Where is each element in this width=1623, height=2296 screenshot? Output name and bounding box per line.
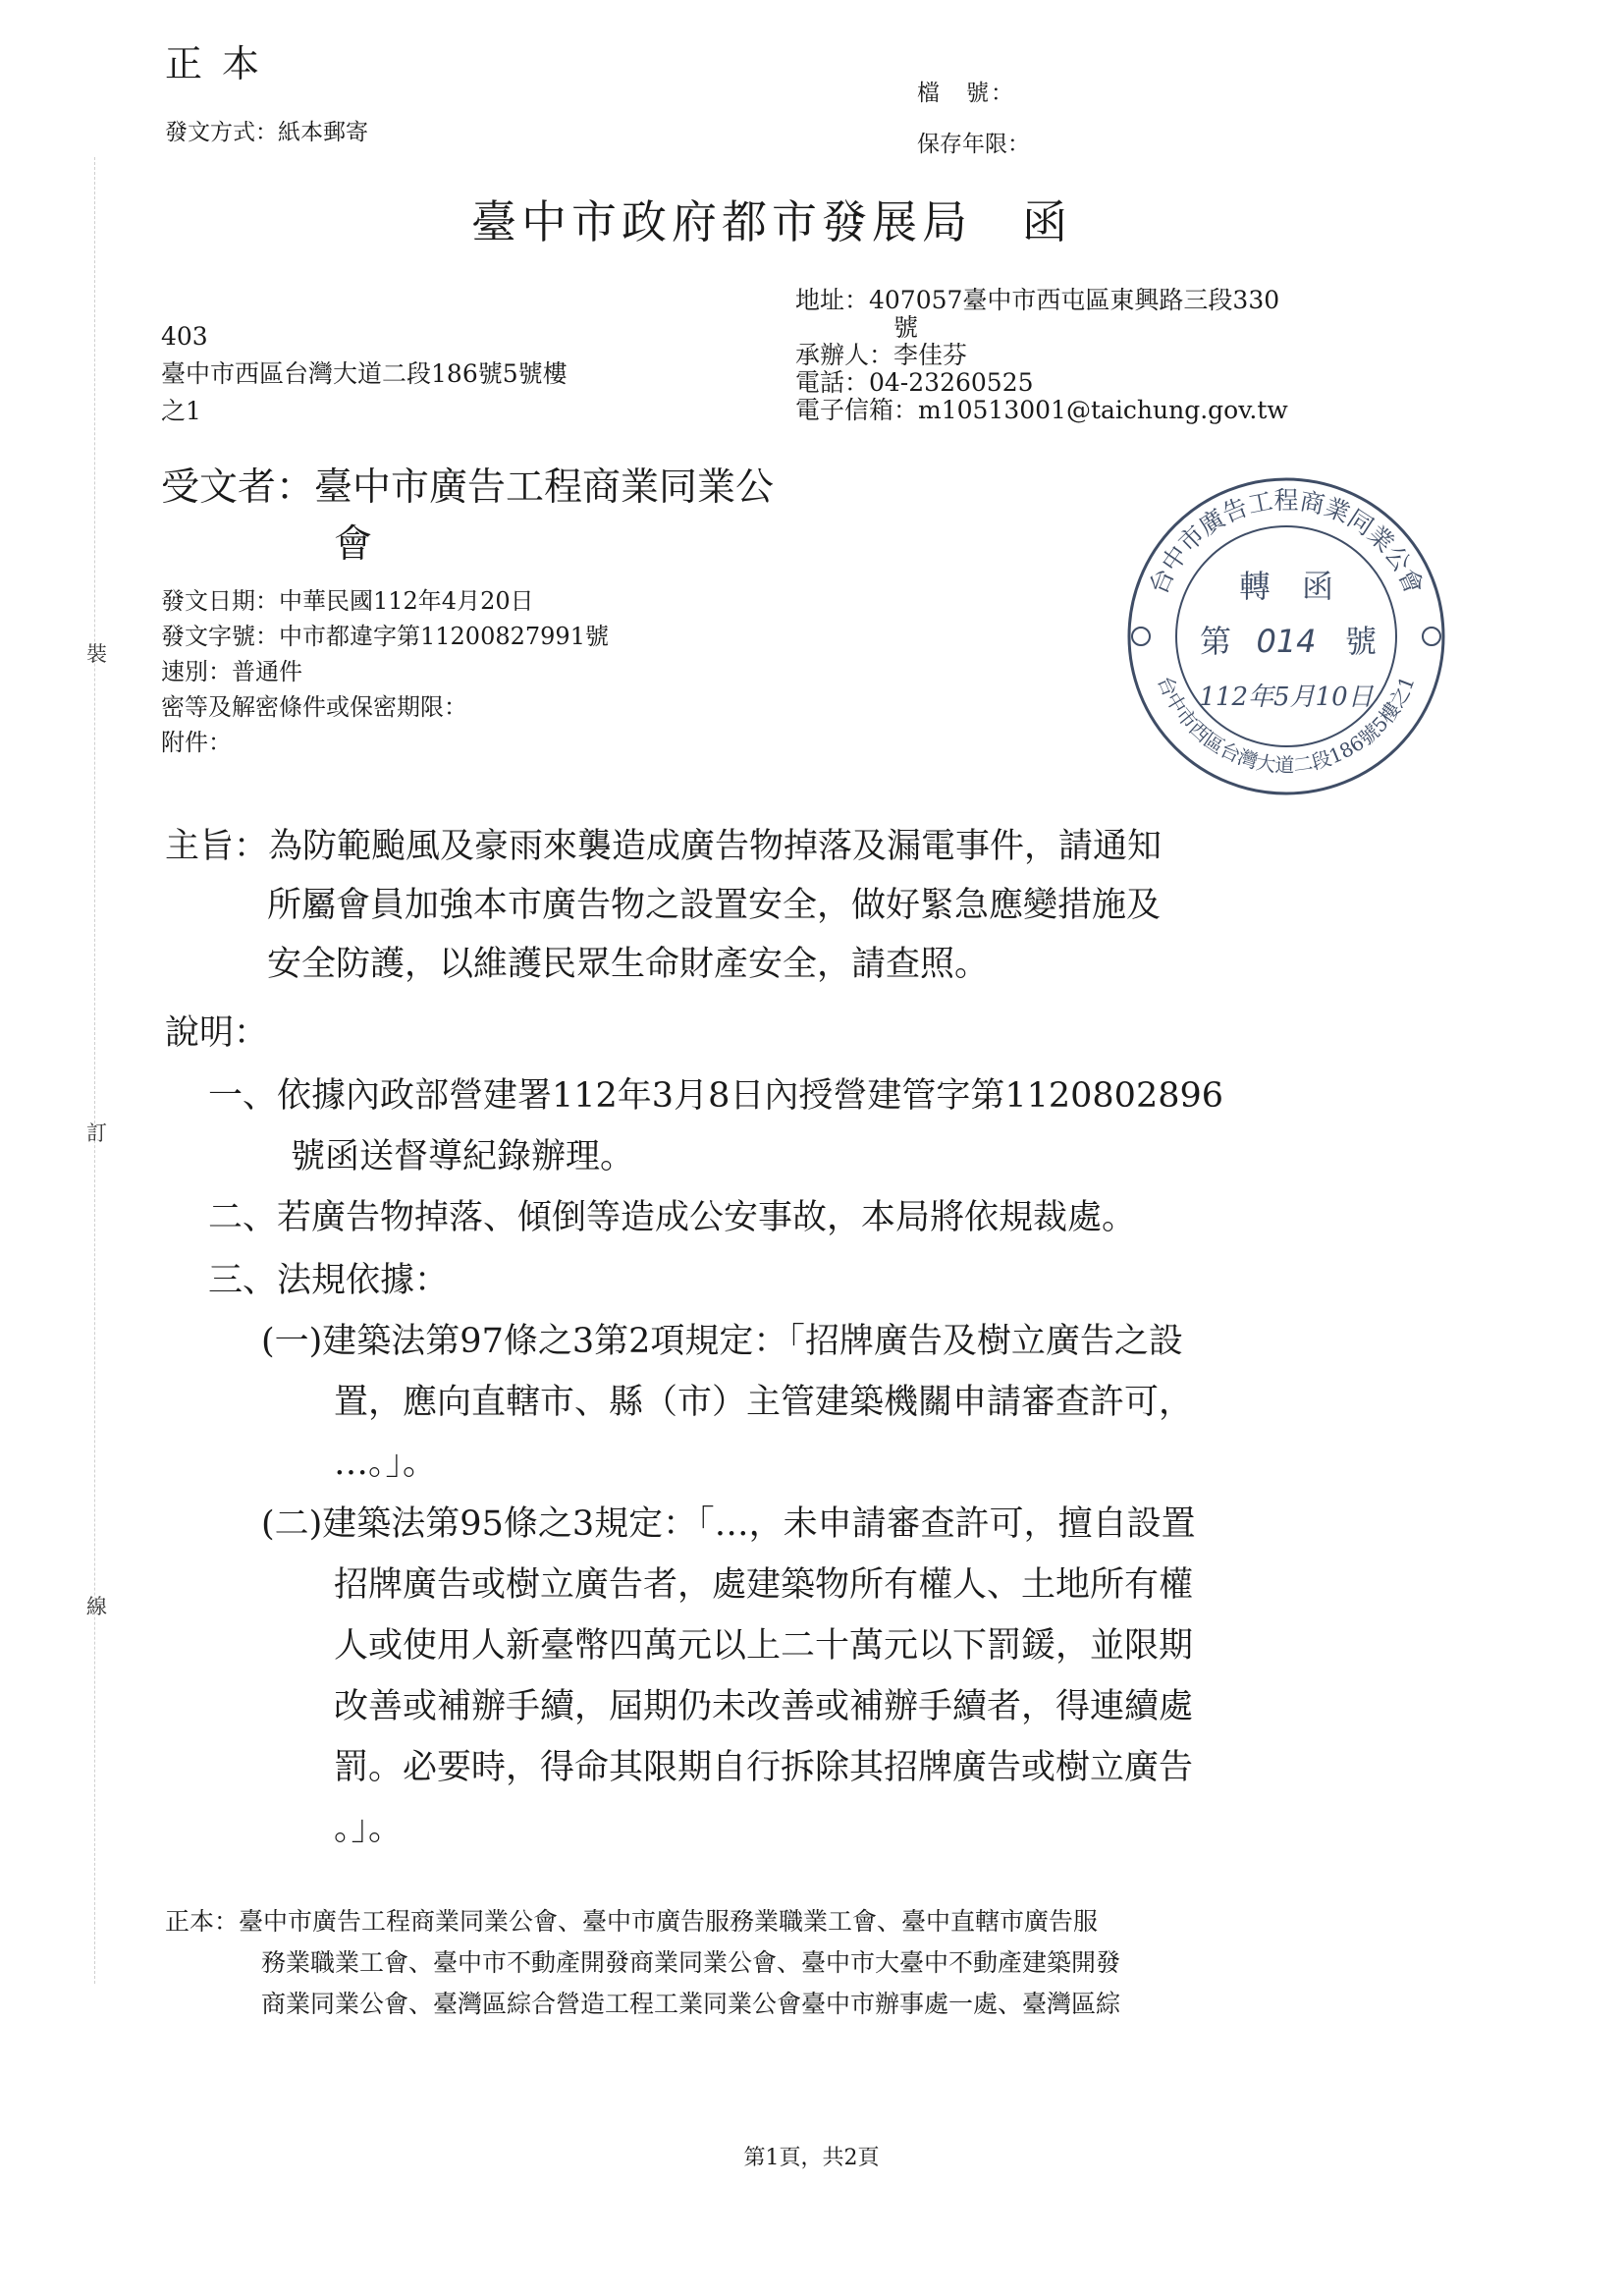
issue-date: 發文日期：中華民國112年4月20日 <box>161 587 534 615</box>
subject-line: 主旨：為防範颱風及豪雨來襲造成廣告物掉落及漏電事件，請通知 <box>165 827 1163 866</box>
phone: 電話：04-23260525 <box>795 368 1034 397</box>
stamp-ring-top: 台中市廣告工程商業同業公會 <box>1143 486 1430 599</box>
address-line: 地址：407057臺中市西屯區東興路三段330 <box>795 286 1280 314</box>
recipient-line: 受文者：臺中市廣告工程商業同業公 <box>161 465 775 510</box>
stamp-number: 014 <box>1256 623 1317 660</box>
explanation-item: 二、若廣告物掉落、傾倒等造成公安事故，本局將依規裁處。 <box>208 1198 1137 1237</box>
regulation-item-cont: 改善或補辦手續，屆期仍未改善或補辦手續者，得連續處 <box>334 1687 1194 1726</box>
send-method: 發文方式：紙本郵寄 <box>165 120 368 145</box>
speed-class: 速別：普通件 <box>161 658 302 685</box>
attachment: 附件： <box>161 729 232 756</box>
subject <box>165 817 1471 994</box>
postal-code: 403 <box>161 322 208 351</box>
regulation-item-cont: …。」。 <box>334 1444 438 1483</box>
binding-line <box>94 157 95 1984</box>
regulation-item: (一)建築法第97條之3第2項規定：「招牌廣告及樹立廣告之設 <box>261 1322 1183 1361</box>
handler: 承辦人：李佳芬 <box>795 341 968 369</box>
copies-to-line: 正本：臺中市廣告工程商業同業公會、臺中市廣告服務業職業工會、臺中直轄市廣告服 <box>165 1907 1099 1936</box>
postal-line: 之1 <box>161 397 201 425</box>
stamp-title: 轉 函 <box>1238 568 1334 605</box>
explanation-item: 一、依據內政部營建署112年3月8日內授營建管字第1120802896 <box>208 1076 1224 1116</box>
stamp-ring-bottom: 台中市西區台灣大道二段186號5樓之1 <box>1153 672 1420 778</box>
explanation-item-cont: 號函送督導紀錄辦理。 <box>291 1137 635 1176</box>
regulation-item: (二)建築法第95條之3規定：「…，未申請審查許可，擅自設置 <box>261 1504 1196 1544</box>
receipt-stamp <box>1119 469 1453 803</box>
postal-line: 臺中市西區台灣大道二段186號5號樓 <box>161 359 568 388</box>
explanation-item: 三、法規依據： <box>208 1261 450 1300</box>
address-line-cont: 號 <box>893 313 919 342</box>
stamp-number-prefix: 第 <box>1199 623 1232 660</box>
document-title: 臺中市政府都市發展局 函 <box>471 195 1072 248</box>
binding-mark: 訂 <box>86 1121 107 1145</box>
regulation-item-cont: 。」。 <box>334 1809 404 1848</box>
recipient <box>161 460 774 574</box>
file-number: 檔 號： <box>917 81 1015 106</box>
flower-icon <box>1132 628 1150 645</box>
document-number: 發文字號：中市都違字第11200827991號 <box>161 623 609 650</box>
explanation-heading: 說明： <box>165 1013 269 1053</box>
copies-to <box>165 1901 1120 2025</box>
subject-line: 安全防護，以維護民眾生命財產安全，請查照。 <box>267 945 990 984</box>
postal-address <box>161 318 568 430</box>
secrecy-level: 密等及解密條件或保密期限： <box>161 693 467 721</box>
binding-mark: 裝 <box>86 642 107 666</box>
regulation-item-cont: 置，應向直轄市、縣（市）主管建築機關申請審查許可， <box>334 1383 1194 1422</box>
subject-line: 所屬會員加強本市廣告物之設置安全，做好緊急應變措施及 <box>267 886 1162 925</box>
email: 電子信箱：m10513001@taichung.gov.tw <box>795 396 1288 424</box>
binding-mark: 線 <box>86 1595 107 1618</box>
recipient-line-cont: 會 <box>334 522 373 567</box>
copies-to-line: 商業同業公會、臺灣區綜合營造工程工業同業公會臺中市辦事處一處、臺灣區綜 <box>261 1990 1121 2018</box>
regulation-item-cont: 罰。必要時，得命其限期自行拆除其招牌廣告或樹立廣告 <box>334 1748 1194 1787</box>
stamp-date: 112年5月10日 <box>1199 683 1374 712</box>
flower-icon <box>1423 628 1440 645</box>
copies-to-line: 務業職業工會、臺中市不動產開發商業同業公會、臺中市大臺中不動產建築開發 <box>261 1948 1121 1977</box>
retention-period: 保存年限： <box>917 132 1030 157</box>
page-number: 第1頁，共2頁 <box>743 2146 880 2170</box>
contact-block <box>795 287 1288 424</box>
document-meta <box>161 583 609 760</box>
regulation-item-cont: 人或使用人新臺幣四萬元以上二十萬元以下罰鍰，並限期 <box>334 1626 1194 1666</box>
regulation-item-cont: 招牌廣告或樹立廣告者，處建築物所有權人、土地所有權 <box>334 1565 1194 1605</box>
stamp-number-suffix: 號 <box>1344 623 1378 660</box>
copy-mark: 正本 <box>165 42 280 85</box>
